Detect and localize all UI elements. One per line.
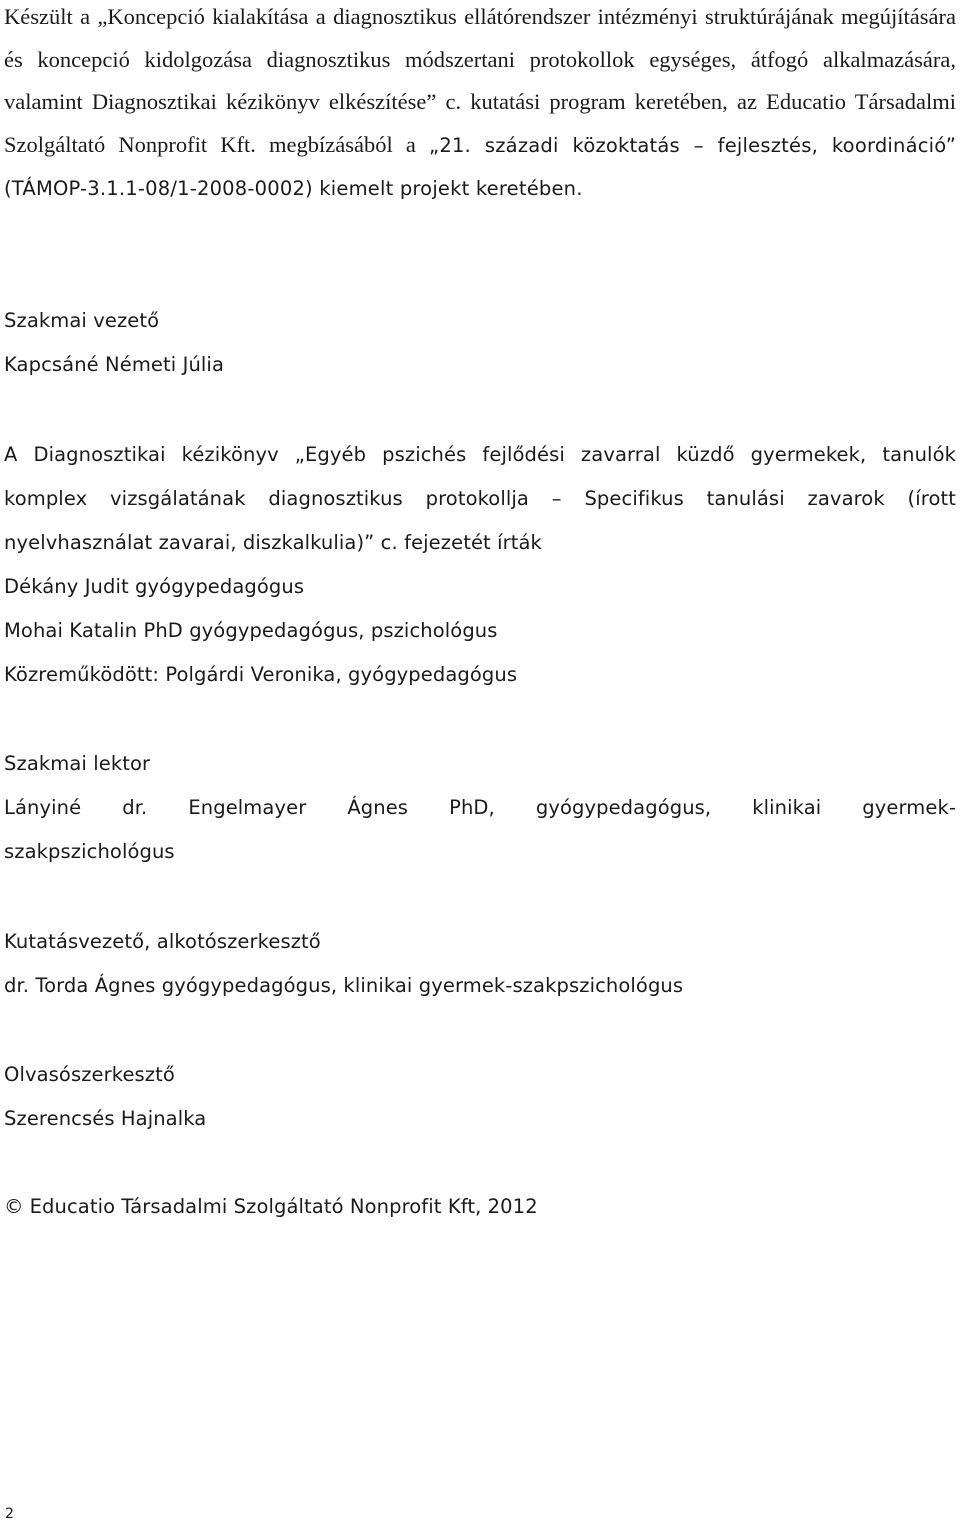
professional-lead-heading: Szakmai vezető	[4, 309, 160, 332]
authors-intro-line-1: A Diagnosztikai kézikönyv „Egyéb pszichés fejlődési zavarral küzdő gyermekek, tanulók	[4, 443, 956, 466]
research-lead-section	[4, 920, 956, 1008]
reviewer-name-line-2: szakpszichológus	[4, 840, 175, 863]
reviewer-section	[4, 742, 956, 874]
contributor-name: Közreműködött: Polgárdi Veronika, gyógypedagógus	[4, 663, 518, 686]
editor-heading: Olvasószerkesztő	[4, 1063, 175, 1086]
professional-lead-name: Kapcsáné Németi Júlia	[4, 353, 224, 376]
research-lead-name: dr. Torda Ágnes gyógypedagógus, klinikai gyermek-szakpszichológus	[4, 974, 684, 997]
author-name: Mohai Katalin PhD gyógypedagógus, pszichológus	[4, 619, 498, 642]
professional-lead-section	[4, 299, 956, 387]
reviewer-heading: Szakmai lektor	[4, 752, 151, 775]
intro-serif-text: Készült a „Koncepció kialakítása a diagnosztikus ellátórendszer intézményi struktúrájának megújítására és koncepció kidolgozása diagnosztikus módszertani protokollok egységes, átfogó alkalmazására, valamint Diagnosztikai kézikönyv elkészítése” c. kutatási program keretében, az Educatio Társadalmi Szolgáltató Nonprofit Kft. megbízásából a	[4, 4, 956, 157]
copyright-line	[4, 1185, 956, 1229]
authors-section	[4, 433, 956, 697]
editor-section	[4, 1053, 956, 1141]
intro-project-text: „21. századi közoktatás – fejlesztés, koordináció” (TÁMOP-3.1.1-08/1-2008-0002) kiemelt projekt keretében.	[4, 133, 957, 200]
research-lead-heading: Kutatásvezető, alkotószerkesztő	[4, 930, 321, 953]
copyright-symbol: ©	[4, 1195, 24, 1218]
copyright-text: Educatio Társadalmi Szolgáltató Nonprofit Kft, 2012	[29, 1195, 538, 1218]
authors-intro-line-3: nyelvhasználat zavarai, diszkalkulia)” c. fejezetét írták	[4, 531, 542, 554]
copyright-section	[4, 1185, 956, 1229]
reviewer-name-line-1: Lányiné dr. Engelmayer Ágnes PhD, gyógypedagógus, klinikai gyermek-	[4, 796, 956, 819]
authors-intro-line-2: komplex vizsgálatának diagnosztikus protokollja – Specifikus tanulási zavarok (írott	[4, 487, 956, 510]
editor-name: Szerencsés Hajnalka	[4, 1107, 207, 1130]
author-name: Dékány Judit gyógypedagógus	[4, 575, 305, 598]
intro-paragraph	[4, 0, 956, 211]
page-number: 2	[5, 1506, 14, 1522]
